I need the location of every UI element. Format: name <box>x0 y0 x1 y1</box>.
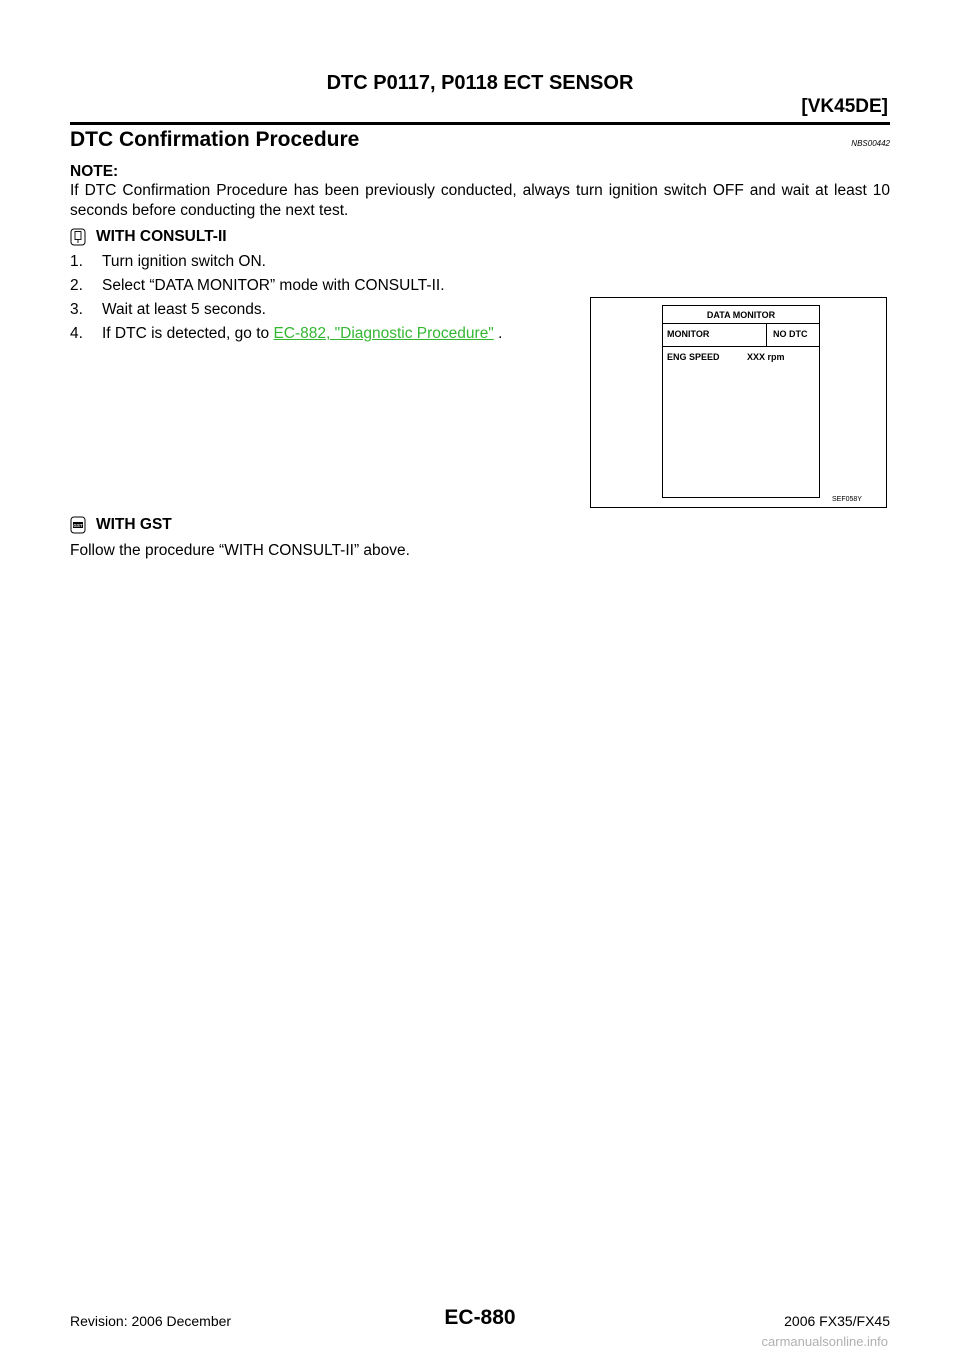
watermark: carmanualsonline.info <box>761 1334 888 1349</box>
model-text: 2006 FX35/FX45 <box>784 1313 890 1329</box>
consult-heading <box>70 228 227 246</box>
figure-code: SEF058Y <box>832 496 862 503</box>
consult-heading-label: WITH CONSULT-II <box>96 228 227 245</box>
gst-heading-label: WITH GST <box>96 516 172 533</box>
gst-instruction: Follow the procedure “WITH CONSULT-II” above. <box>70 542 410 559</box>
step-2: 2. Select “DATA MONITOR” mode with CONSULT-II. <box>70 277 445 294</box>
consult-tool-icon <box>70 228 86 246</box>
screen-divider <box>663 346 819 347</box>
screen-title: DATA MONITOR <box>706 310 776 320</box>
diagnostic-procedure-link[interactable]: EC-882, "Diagnostic Procedure" <box>273 325 494 342</box>
screen-column-divider <box>766 323 767 346</box>
page-number: EC-880 <box>444 1306 516 1329</box>
step-4: 4. If DTC is detected, go to EC-882, "Diagnostic Procedure" . <box>70 325 503 342</box>
step-3: 3. Wait at least 5 seconds. <box>70 301 266 318</box>
revision-text: Revision: 2006 December <box>70 1313 232 1329</box>
section-title: DTC Confirmation Procedure <box>70 128 360 151</box>
page-header-title: DTC P0117, P0118 ECT SENSOR <box>326 72 634 94</box>
gst-tool-icon <box>70 516 86 534</box>
note-text: If DTC Confirmation Procedure has been previously conducted, always turn ignition switch OFF and wait at least 10 seconds before conducting the next test. <box>70 182 890 219</box>
svg-text:GST: GST <box>73 523 83 528</box>
engine-code: [VK45DE] <box>801 96 888 117</box>
screen-divider <box>663 323 819 324</box>
eng-speed-value: XXX rpm <box>747 352 785 362</box>
data-monitor-screen <box>662 305 820 498</box>
gst-heading <box>70 516 172 534</box>
header-rule <box>70 122 890 125</box>
dtc-status-label: NO DTC <box>773 329 808 339</box>
monitor-column-label: MONITOR <box>667 329 710 339</box>
step-1: 1. Turn ignition switch ON. <box>70 253 266 270</box>
eng-speed-label: ENG SPEED <box>667 352 720 362</box>
section-ref-code: NBS00442 <box>851 139 890 148</box>
note-label: NOTE: <box>70 163 119 180</box>
